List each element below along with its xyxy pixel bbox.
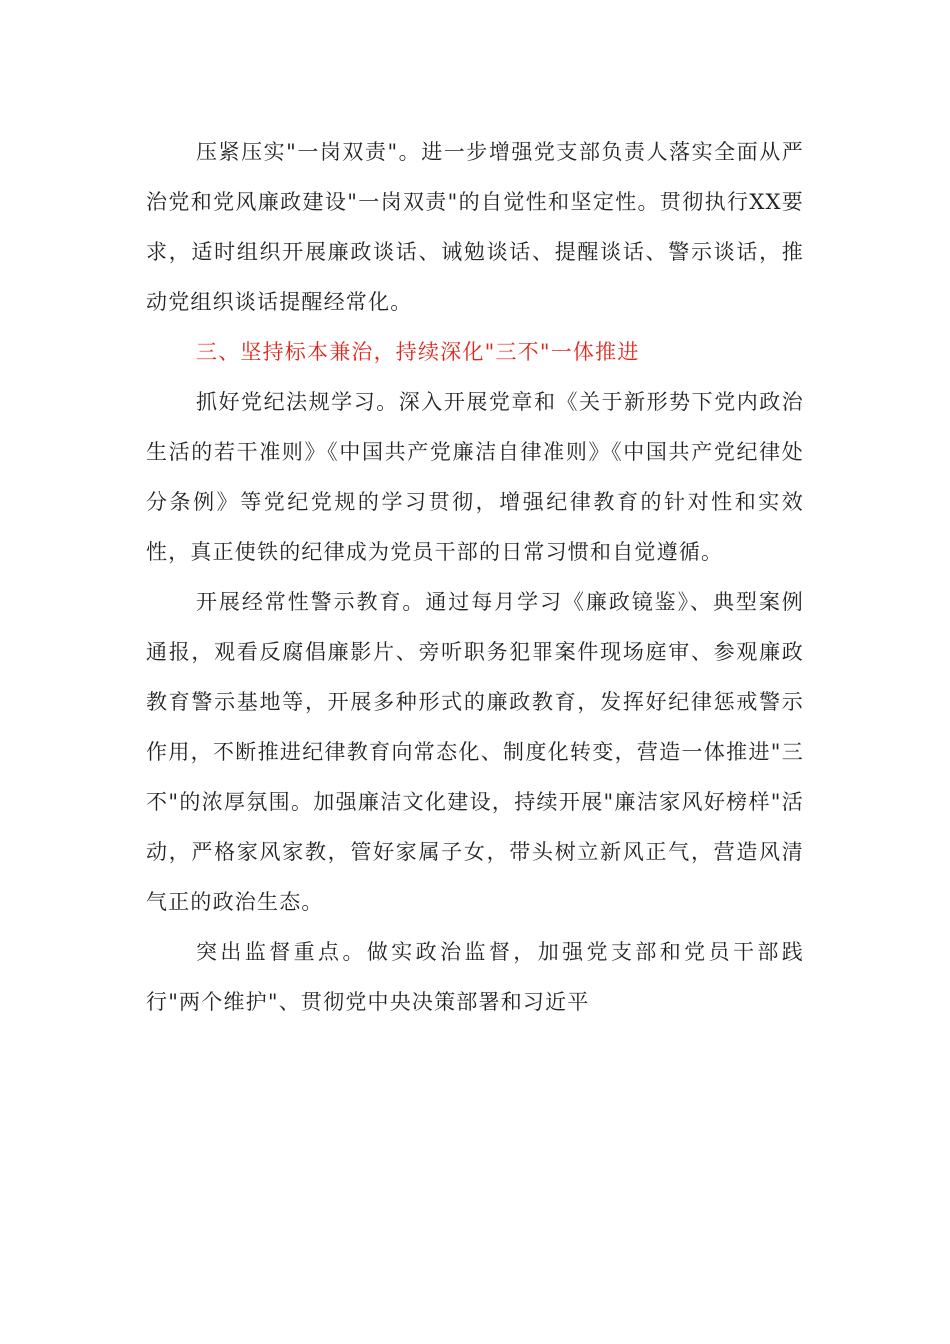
section-heading-three: 三、坚持标本兼治，持续深化"三不"一体推进 — [196, 340, 640, 364]
paragraph-yigang-shuangze: 压紧压实"一岗双责"。进一步增强党支部负责人落实全面从严治党和党风廉政建设"一岗双责"的自觉性和坚定性。贯彻执行XX要求，适时组织开展廉政谈话、诫勉谈话、提醒谈话、警示谈话，推动党组织谈话提醒经常化。 — [146, 140, 804, 314]
document-body — [146, 127, 804, 1027]
paragraph-warning-education: 开展经常性警示教育。通过每月学习《廉政镜鉴》、典型案例通报，观看反腐倡廉影片、旁听职务犯罪案件现场庭审、参观廉政教育警示基地等，开展多种形式的廉政教育，发挥好纪律惩戒警示作用，不断推进纪律教育向常态化、制度化转变，营造一体推进"三不"的浓厚氛围。加强廉洁文化建设，持续开展"廉洁家风好榜样"活动，严格家风家教，管好家属子女，带头树立新风正气，营造风清气正的政治生态。 — [146, 590, 804, 914]
paragraph-supervision-focus: 突出监督重点。做实政治监督，加强党支部和党员干部践行"两个维护"、贯彻党中央决策部署和习近平 — [146, 940, 804, 1014]
paragraph-party-discipline-study: 抓好党纪法规学习。深入开展党章和《关于新形势下党内政治生活的若干准则》《中国共产党廉洁自律准则》《中国共产党纪律处分条例》等党纪党规的学习贯彻，增强纪律教育的针对性和实效性，真正使铁的纪律成为党员干部的日常习惯和自觉遵循。 — [146, 390, 804, 564]
